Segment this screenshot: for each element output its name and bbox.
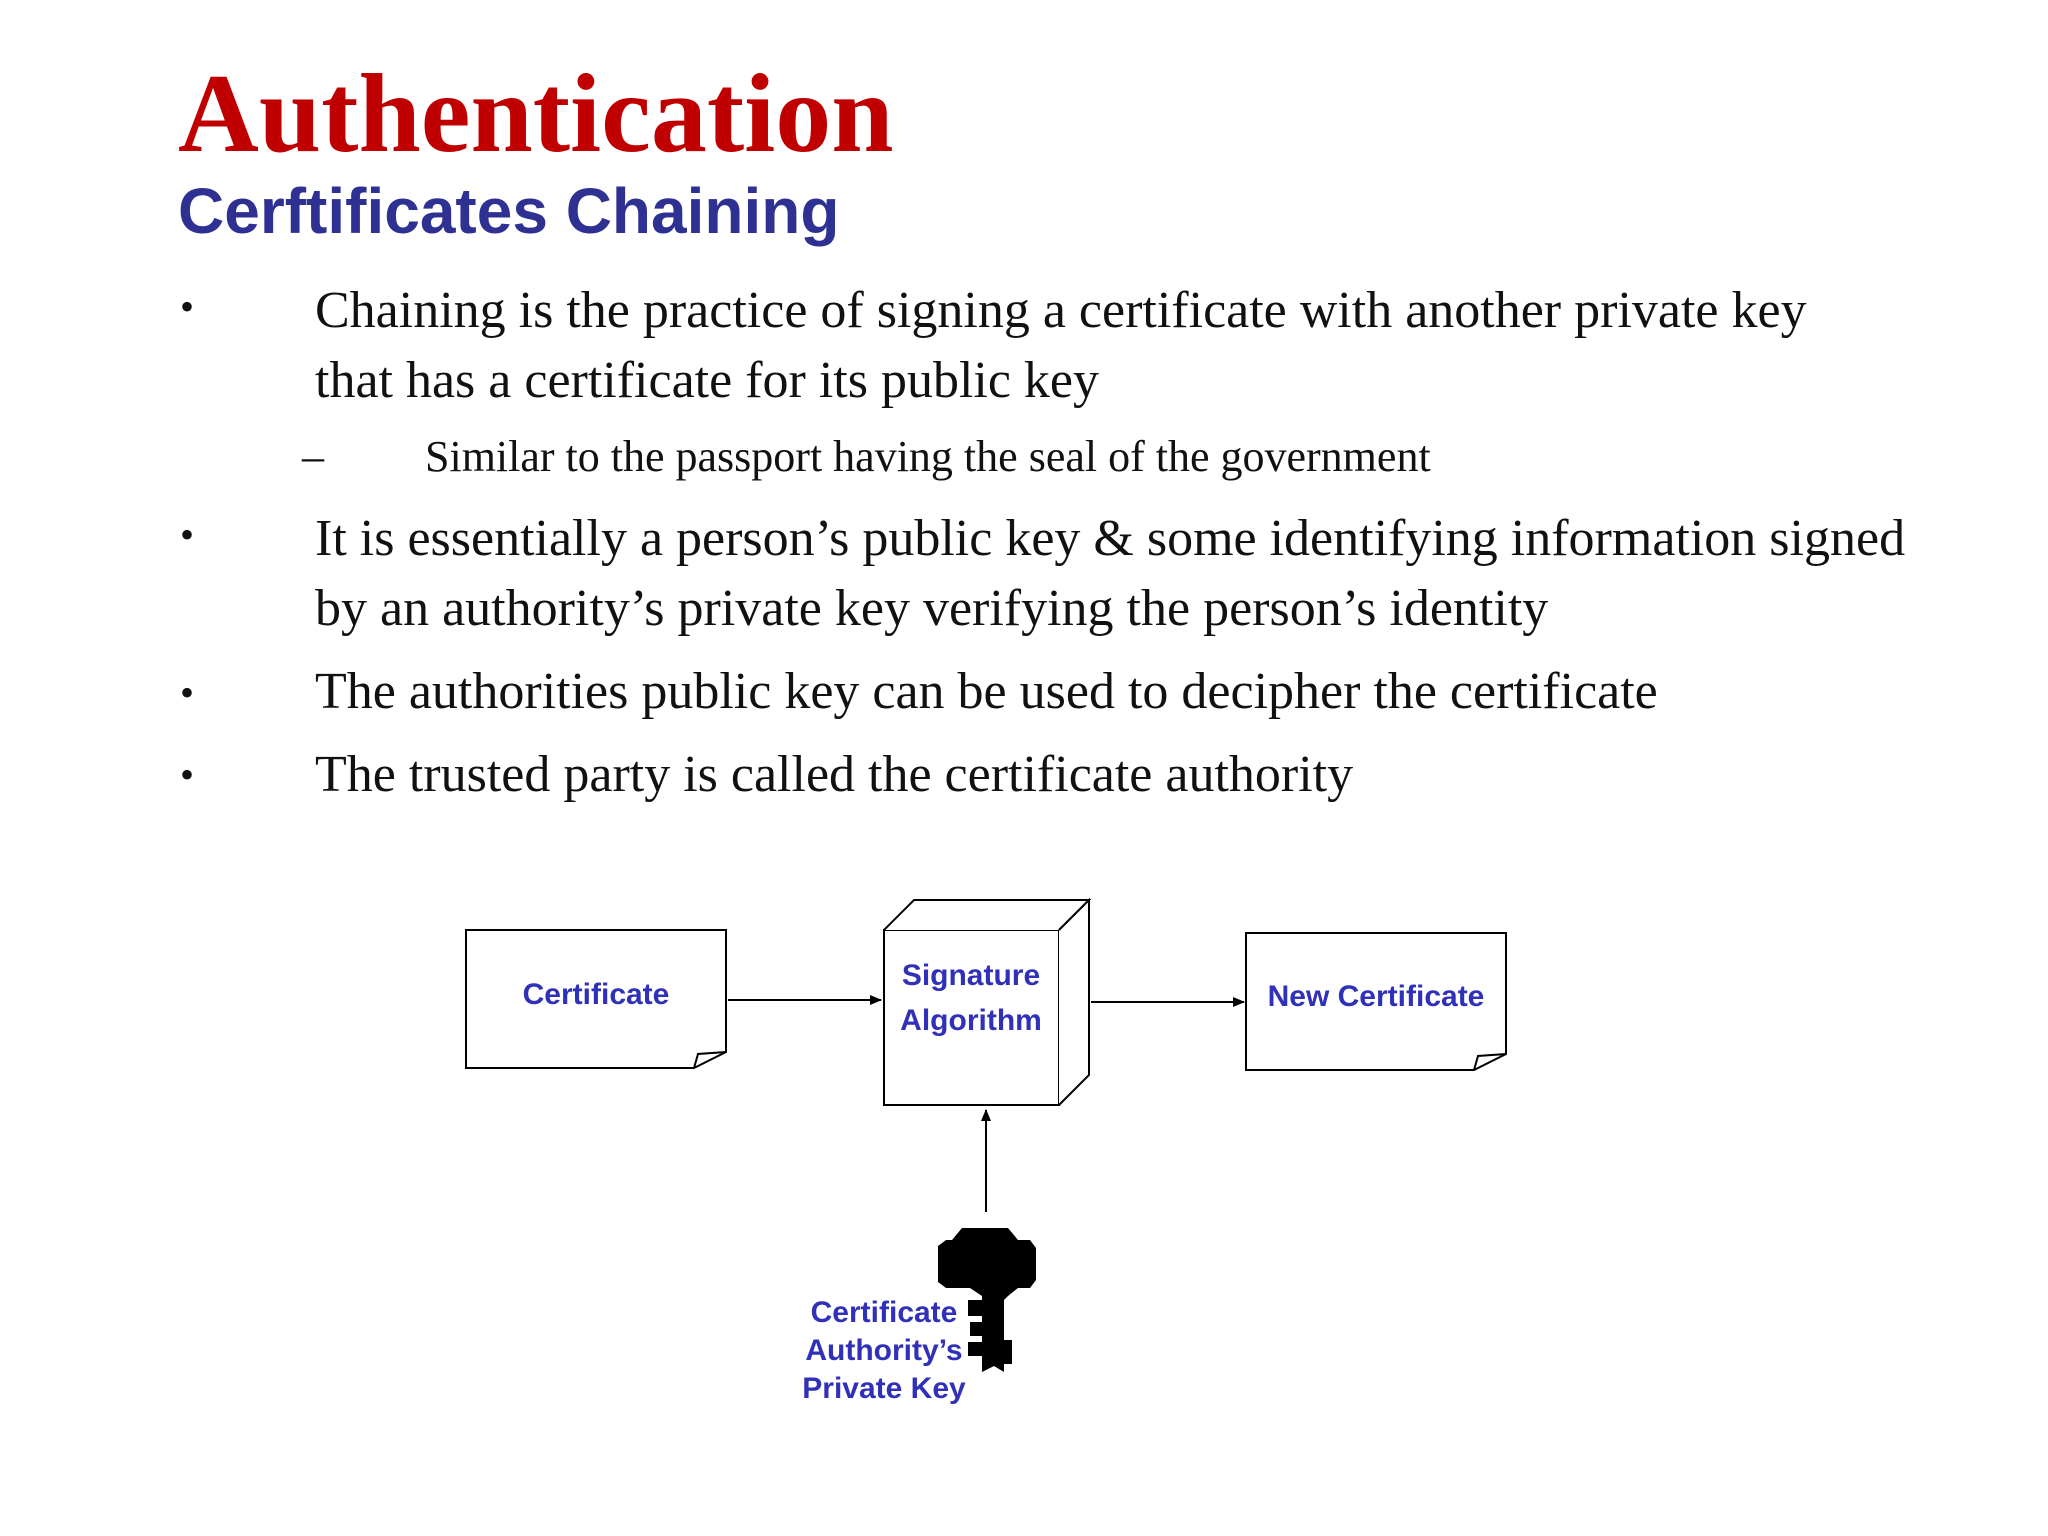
bullet-marker: •	[180, 670, 195, 715]
algorithm-label-line-2: Algorithm	[900, 1004, 1042, 1037]
bullet-2-line-2: by an authority’s private key verifying the person’s identity	[315, 580, 1549, 637]
bullet-marker: •	[180, 284, 195, 329]
new-certificate-box	[1246, 933, 1506, 1070]
bullet-marker: •	[180, 512, 195, 557]
bullet-1-line-2: that has a certificate for its public key	[315, 352, 1100, 409]
key-label-line-3: Private Key	[802, 1372, 966, 1405]
new-certificate-label: New Certificate	[1267, 980, 1485, 1013]
key-label-line-2: Authority’s	[805, 1334, 963, 1367]
algorithm-label-line-1: Signature	[901, 959, 1041, 992]
certificate-label: Certificate	[522, 978, 670, 1011]
bullet-marker: •	[180, 752, 195, 797]
slide-title: Authentication	[178, 52, 894, 176]
bullet-2-line-1: It is essentially a person’s public key & some identifying information signed	[315, 510, 1906, 567]
slide-subtitle: Cerftificates Chaining	[178, 175, 840, 247]
bullet-1-line-1: Chaining is the practice of signing a certificate with another private key	[315, 282, 1807, 339]
bullet-3-line-1: The authorities public key can be used to decipher the certificate	[315, 663, 1658, 720]
key-label-line-1: Certificate	[810, 1296, 958, 1329]
certificate-box	[466, 930, 726, 1068]
bullet-1-subpoint: Similar to the passport having the seal of the government	[425, 432, 1431, 481]
bullet-4-line-1: The trusted party is called the certificate authority	[315, 746, 1354, 803]
signature-algorithm-box	[884, 900, 1089, 1105]
dash-marker: –	[302, 432, 324, 481]
